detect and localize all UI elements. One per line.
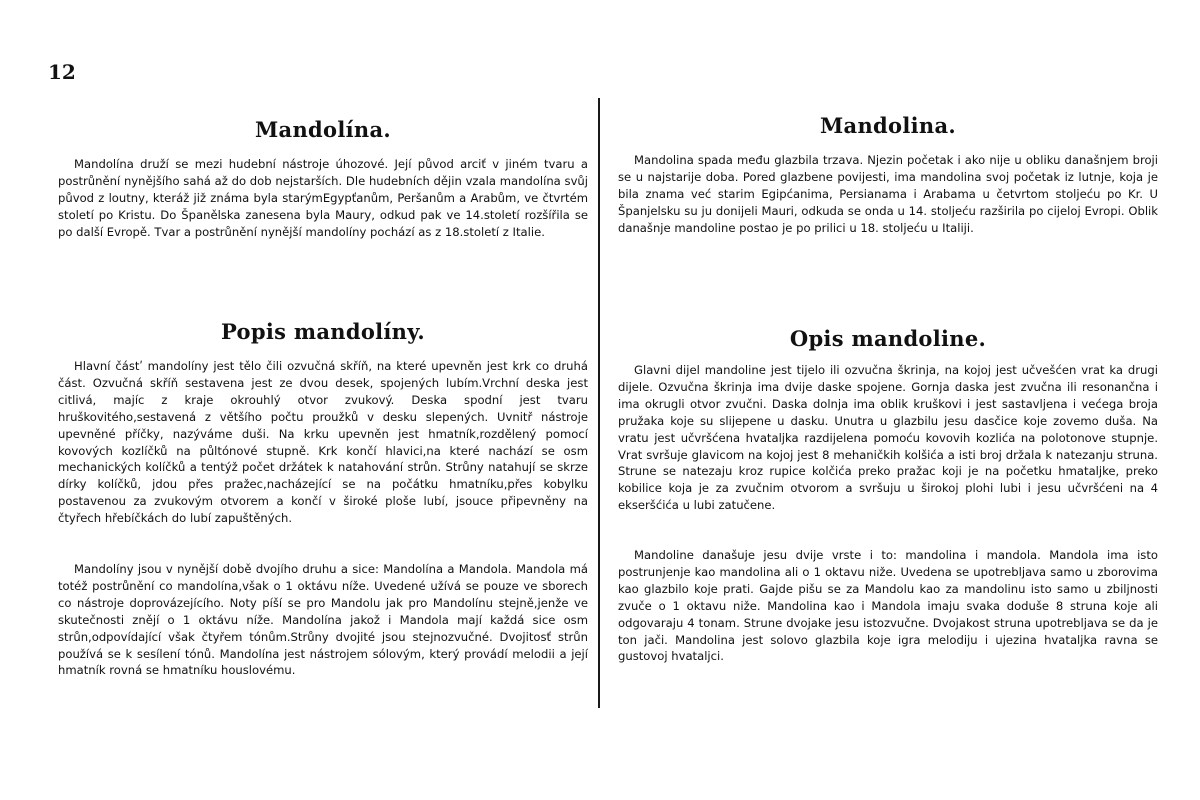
croatian-description-paragraph: Glavni dijel mandoline jest tijelo ili ozvučna škrinja, na kojoj jest učvešćen vrat ka drugi dijele. Ozvučna škrinja ima dvije daske spojene. Gornja daska jest zvučna ili resonančna i ima okrugli otvor zvučni. Daska dolnja ima oblik kruškovi i jest sastavljena i većega broja pružaka koje su slijepene u dasku. Unutra u glazbilu jesu dasčice koje zovemo duša. Na vratu jest učvršćena hvataljka razdijelena pomoću kovovih kozlića na polotonove stupnje. Vrat svršuje glavicom na kojoj jest 8 mehaničkih kolšića a isti broj držala k natezanju struna. Strune se natezaju kroz rupice kolčića preko pražac koji je na početku hmatalјke, preko kobilice koja je za zvučnim otvorom a svršuju u širokoj plohi lubi i jesu učvršćeni na 4 ekseršćića u lubi zatučene. <box>618 363 1158 513</box>
croatian-column <box>618 110 1158 664</box>
czech-description-paragraph: Hlavní částʹ mandolíny jest tělo čili ozvučná skříň, na které upevněn jest krk co druhá část. Ozvučná skříň sestavena jest ze dvou desek, spojených lubím.Vrchní deska jest citlivá, majíc z kraje okrouhlý otvor zvukový. Deska spodní jest tvaru hruškovitého,sestavená z většího počtu proužků v desku slepených. Uvnitř nástroje upevněné příčky, nazýváme duši. Na krku upevněn jest hmatník,rozdělený pomocí kovových kozlíčků na půltónové stupně. Krk končí hlavici,na které nachází se osm mechanických kolíčků a tentýž počet držátek k natahování strůn. Strůny natahují se skrze dírky kolíčků, jdou přes pražec,nacházející se na počátku hmatníku,přes kobylku postavenou za zvukovým otvorem a končí v široké ploše lubí, jsouce připevněny na čtyřech hřebíčkách do lubí zapuštěných. <box>58 359 588 526</box>
column-divider <box>598 98 600 708</box>
czech-column <box>58 110 588 678</box>
page-number: 12 <box>48 60 76 84</box>
croatian-description-heading: Opis mandoline. <box>789 326 987 351</box>
czech-description-heading: Popis mandolíny. <box>221 319 425 344</box>
croatian-types-paragraph: Mandoline današuje jesu dvije vrste i to: mandolina i mandola. Mandola ima isto postrunjenje kao mandolina ali o 1 oktavu niže. Uvedena se upotrebljava samo u zborovima kao glazbilo koje prati. Gajde pišu se za Mandolu kao za mandolinu isto samo u zbiljnosti zvuče o 1 oktavu niže. Mandolina kao i Mandola imaju svaka doduše 8 struna koje ali odgovaraju 4 tonam. Strune dvojake jesu istozvučne. Dvojakost struna upotrebljava se da je ton jači. Mandolina jest solovo glazbila koje igra melodiju i ujezina hvataljka ravna se gustovoj hvataljci. <box>618 548 1158 664</box>
czech-types-paragraph: Mandolíny jsou v nynější době dvojího druhu a sice: Mandolína a Mandola. Mandola má totéž postrůnění co mandolína,však o 1 oktávu níže. Uvedené užívá se pouze ve sborech co nástroje doprovázejícího. Noty píší se pro Mandolu jak pro Mandolínu stejně,jenže ve skutečnosti znějí o 1 oktávu níže. Mandolína jakož i Mandola mají každá sice osm strůn,odpovídající však čtyřem tónům.Strůny dvojité jsou stejnozvučné. Dvojitosť strůn používá se k sesílení tónů. Mandolína jest nástrojem sólovým, který provádí melodii a její hmatník rovná se hmatníku houslovému. <box>58 562 588 678</box>
croatian-title: Mandolina. <box>820 113 956 138</box>
czech-intro-paragraph: Mandolína druží se mezi hudební nástroje úhozové. Její původ arciť v jiném tvaru a postrůnění nynějšího sahá až do dob nejstarších. Dle hudebních dějin vzala mandolína svůj původ z loutny, kteráž již známa byla starýmEgypťanům, Peršanům a Arabům, ve čtvrtém století po Kristu. Do Španělska zanesena byla Maury, odkud pak ve 14.století rozšířila se po další Evropě. Tvar a postrůnění nynější mandolíny pochází as z 18.století z Italie. <box>58 157 588 239</box>
croatian-intro-paragraph: Mandolina spada među glazbila trzava. Njezin početak i ako nije u obliku današnjem broji se u najstarije doba. Pored glazbene povijesti, ima mandolina svoj početak iz lutnje, koja je bila znama već starim Egipćanima, Persianama i Arabama u četvrtom stoljeću po Kr. U Španjelsku su ju donijeli Mauri, odkuda se onda u 14. stoljeću razširila po cijeloj Evropi. Oblik današnje mandoline postao je po prilici u 18. stoljeću u Italiji. <box>618 153 1158 235</box>
czech-title: Mandolína. <box>255 117 391 142</box>
